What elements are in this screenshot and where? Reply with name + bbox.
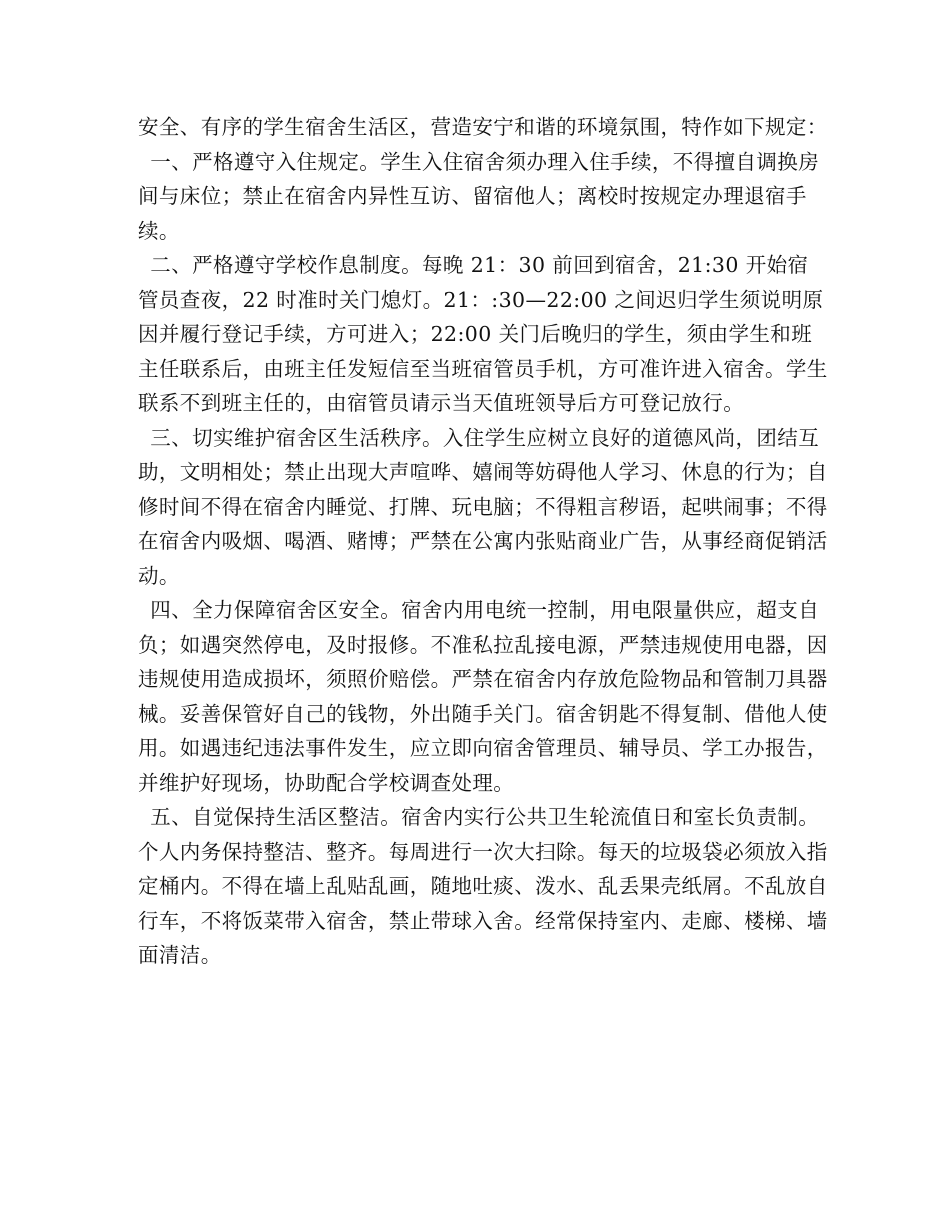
rule-paragraph-3: 三、切实维护宿舍区生活秩序。入住学生应树立良好的道德风尚，团结互助，文明相处；禁止出现大声喧哗、嬉闹等妨碍他人学习、休息的行为；自修时间不得在宿舍内睡觉、打牌、玩电脑；不得粗言秽语，起哄闹事；不得在宿舍内吸烟、喝酒、赌博；严禁在公寓内张贴商业广告，从事经商促销活动。	[138, 425, 828, 588]
document-body	[138, 110, 828, 973]
rule-paragraph-1: 一、严格遵守入住规定。学生入住宿舍须办理入住手续，不得擅自调换房间与床位；禁止在宿舍内异性互访、留宿他人；离校时按规定办理退宿手续。	[138, 149, 820, 243]
rule-paragraph-4: 四、全力保障宿舍区安全。宿舍内用电统一控制，用电限量供应，超支自负；如遇突然停电，及时报修。不准私拉乱接电源，严禁违规使用电器，因违规使用造成损坏，须照价赔偿。严禁在宿舍内存放危险物品和管制刀具器械。妥善保管好自己的钱物，外出随手关门。宿舍钥匙不得复制、借他人使用。如遇违纪违法事件发生，应立即向宿舍管理员、辅导员、学工办报告，并维护好现场，协助配合学校调查处理。	[138, 598, 828, 795]
rule-paragraph-2: 二、严格遵守学校作息制度。每晚 21：30 前回到宿舍，21:30 开始宿管员查夜，22 时准时关门熄灯。21：:30—22:00 之间迟归学生须说明原因并履行登记手续，方可进入；22:00 关门后晚归的学生，须由学生和班主任联系后，由班主任发短信至当班宿管员手机，方可准许进入宿舍。学生联系不到班主任的，由宿管员请示当天值班领导后方可登记放行。	[138, 253, 828, 415]
intro-paragraph: 安全、有序的学生宿舍生活区，营造安宁和谐的环境氛围，特作如下规定：	[138, 115, 828, 139]
rule-paragraph-5: 五、自觉保持生活区整洁。宿舍内实行公共卫生轮流值日和室长负责制。个人内务保持整洁、整齐。每周进行一次大扫除。每天的垃圾袋必须放入指定桶内。不得在墙上乱贴乱画，随地吐痰、泼水、乱丢果壳纸屑。不乱放自行车，不将饭菜带入宿舍，禁止带球入舍。经常保持室内、走廊、楼梯、墙面清洁。	[138, 805, 828, 967]
